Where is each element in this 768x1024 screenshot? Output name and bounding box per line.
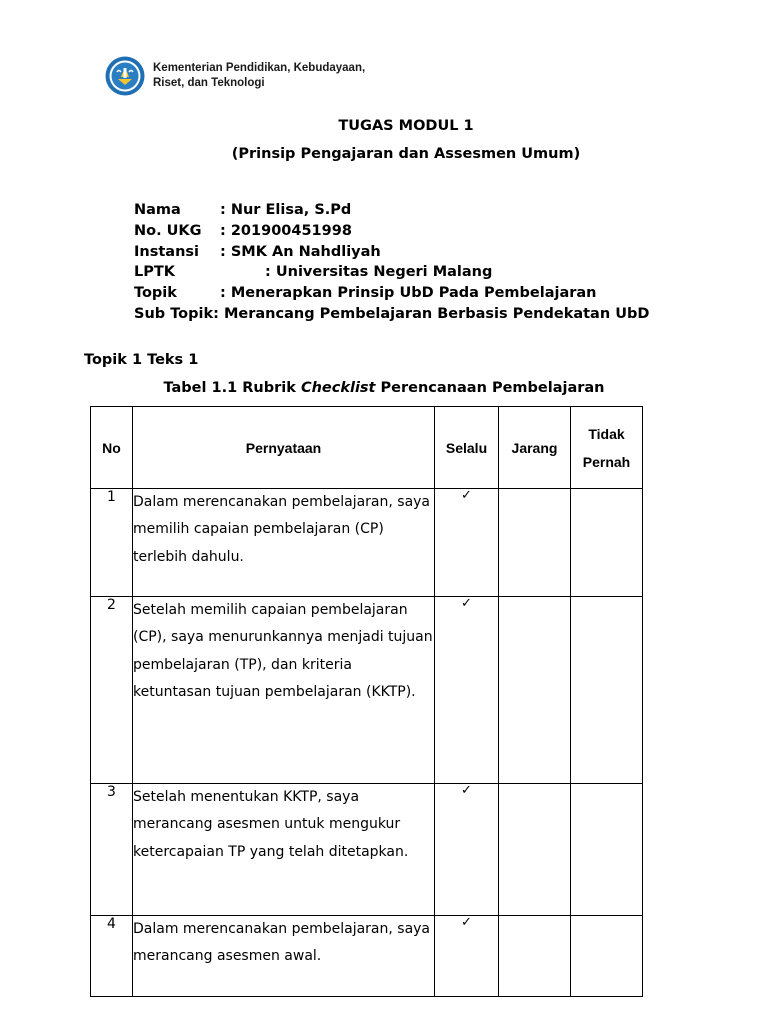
row-number: 2 bbox=[91, 597, 133, 784]
instansi-label: Instansi bbox=[134, 243, 199, 260]
rubric-checklist-table bbox=[90, 406, 643, 997]
topic-heading: Topik 1 Teks 1 bbox=[84, 352, 199, 368]
row-number: 4 bbox=[91, 916, 133, 997]
identity-row-instansi bbox=[134, 242, 649, 263]
header-pernyataan: Pernyataan bbox=[133, 407, 435, 489]
row-statement: Dalam merencanakan pembelajaran, saya merancang asesmen awal. bbox=[133, 916, 435, 997]
header-tidak: Tidak bbox=[588, 425, 625, 442]
caption-prefix: Tabel 1.1 Rubrik bbox=[163, 380, 301, 396]
selalu-check-icon[interactable]: ✓ bbox=[435, 489, 499, 597]
document-subtitle: (Prinsip Pengajaran dan Assesmen Umum) bbox=[231, 146, 581, 162]
ministry-line-2: Riset, dan Teknologi bbox=[153, 77, 265, 89]
row-statement: Setelah memilih capaian pembelajaran (CP), saya menurunkannya menjadi tujuan pembelajaran (TP), dan kriteria ketuntasan tujuan pembelajaran (KKTP). bbox=[133, 597, 435, 784]
caption-italic: Checklist bbox=[300, 380, 376, 396]
tut-wuri-handayani-logo-icon bbox=[105, 55, 145, 97]
table-caption bbox=[0, 380, 768, 396]
header-jarang: Jarang bbox=[499, 407, 571, 489]
jarang-cell[interactable] bbox=[499, 916, 571, 997]
header-tidak-pernah bbox=[571, 407, 643, 489]
tidak-pernah-cell[interactable] bbox=[571, 784, 643, 916]
table-row bbox=[91, 489, 643, 597]
identity-row-topik bbox=[134, 283, 649, 304]
nama-label: Nama bbox=[134, 202, 181, 218]
identity-row-ukg bbox=[134, 221, 649, 242]
topik-value: : Menerapkan Prinsip UbD Pada Pembelajaran bbox=[220, 285, 597, 302]
table-row bbox=[91, 916, 643, 997]
header-no: No bbox=[91, 407, 133, 489]
tidak-pernah-cell[interactable] bbox=[571, 916, 643, 997]
header-pernah: Pernah bbox=[582, 453, 631, 470]
subtopik-label: Sub Topik bbox=[134, 305, 214, 322]
identity-row-subtopik bbox=[134, 304, 649, 325]
ministry-line-1: Kementerian Pendidikan, Kebudayaan, bbox=[153, 62, 366, 74]
identity-row-nama bbox=[134, 200, 649, 221]
document-title: TUGAS MODUL 1 bbox=[338, 118, 474, 134]
subtopik-value: : Merancang Pembelajaran Berbasis Pendekatan UbD bbox=[213, 305, 650, 322]
tidak-pernah-cell[interactable] bbox=[571, 597, 643, 784]
ministry-name bbox=[153, 61, 365, 91]
row-statement: Dalam merencanakan pembelajaran, saya memilih capaian pembelajaran (CP) terlebih dahulu. bbox=[133, 489, 435, 597]
tidak-pernah-cell[interactable] bbox=[571, 489, 643, 597]
ukg-value: : 201900451998 bbox=[220, 222, 352, 239]
table-row bbox=[91, 597, 643, 784]
table-header-row bbox=[91, 407, 643, 489]
row-number: 1 bbox=[91, 489, 133, 597]
lptk-value: : Universitas Negeri Malang bbox=[265, 264, 493, 281]
ukg-label: No. UKG bbox=[134, 222, 202, 239]
nama-value: : Nur Elisa, S.Pd bbox=[220, 202, 352, 218]
selalu-check-icon[interactable]: ✓ bbox=[435, 916, 499, 997]
caption-suffix: Perencanaan Pembelajaran bbox=[375, 380, 605, 396]
identity-row-lptk bbox=[134, 262, 649, 283]
jarang-cell[interactable] bbox=[499, 489, 571, 597]
lptk-label: LPTK bbox=[134, 264, 175, 281]
row-number: 3 bbox=[91, 784, 133, 916]
selalu-check-icon[interactable]: ✓ bbox=[435, 784, 499, 916]
header-selalu: Selalu bbox=[435, 407, 499, 489]
row-statement: Setelah menentukan KKTP, saya merancang asesmen untuk mengukur ketercapaian TP yang telah ditetapkan. bbox=[133, 784, 435, 916]
selalu-check-icon[interactable]: ✓ bbox=[435, 597, 499, 784]
jarang-cell[interactable] bbox=[499, 597, 571, 784]
instansi-value: : SMK An Nahdliyah bbox=[220, 243, 381, 260]
identity-block bbox=[134, 200, 649, 325]
table-row bbox=[91, 784, 643, 916]
ministry-header bbox=[105, 55, 365, 97]
topik-label: Topik bbox=[134, 285, 177, 302]
jarang-cell[interactable] bbox=[499, 784, 571, 916]
